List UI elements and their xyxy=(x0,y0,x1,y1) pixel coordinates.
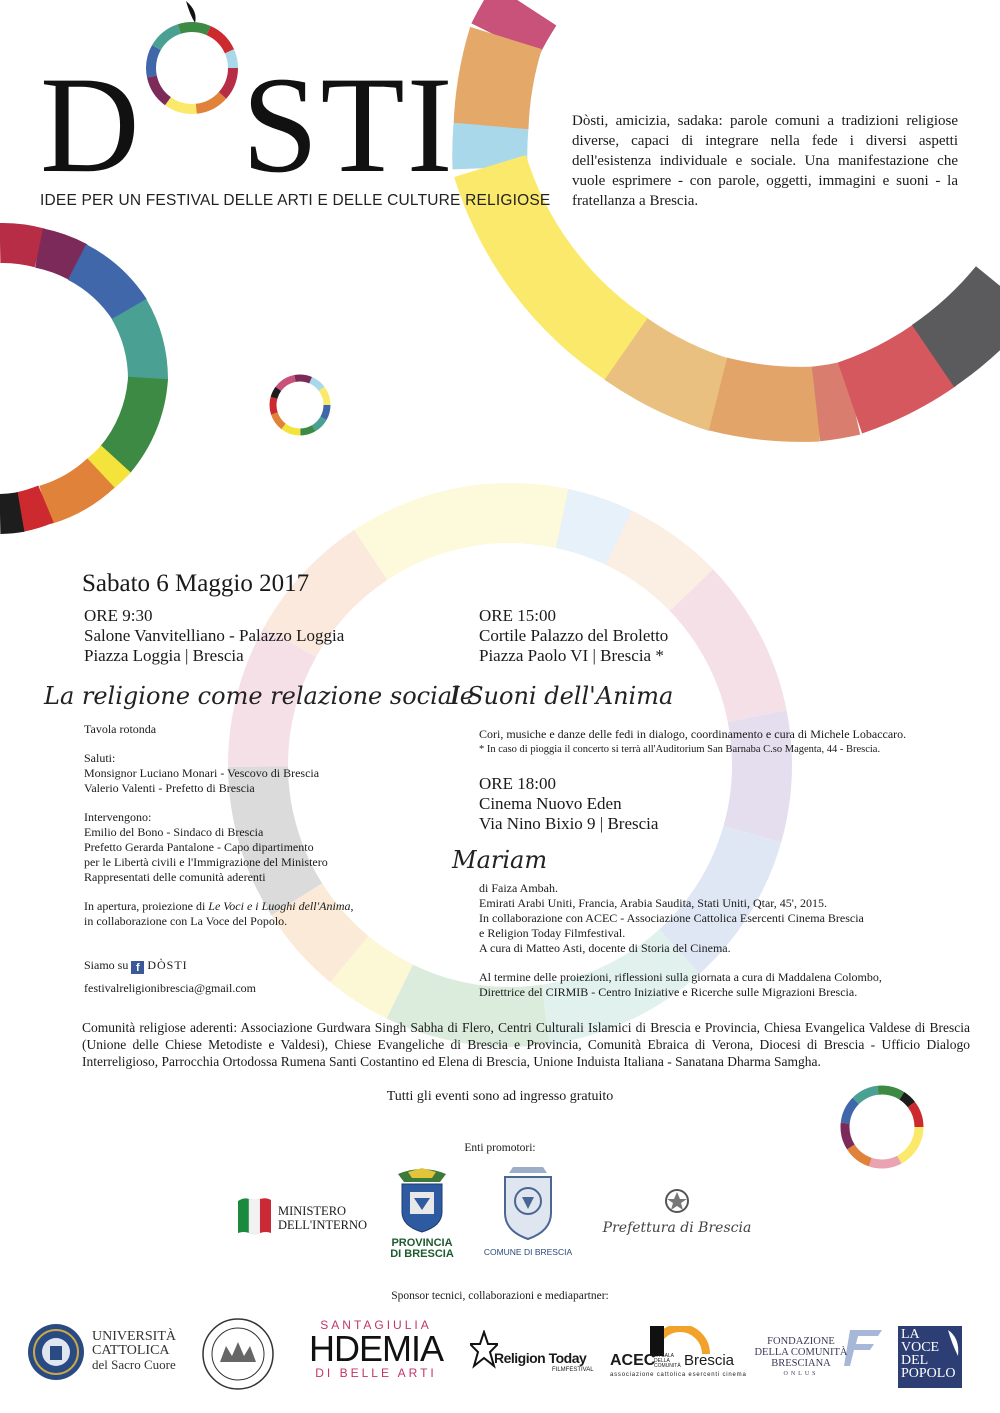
santagiulia-bottom: DI BELLE ARTI xyxy=(315,1366,437,1380)
comune-logo xyxy=(480,1165,576,1257)
event1-greetings-label: Saluti: xyxy=(84,751,116,765)
small-color-ring xyxy=(273,378,327,432)
festival-subtitle: IDEE PER UN FESTIVAL DELLE ARTI E DELLE CULTURE RELIGIOSE xyxy=(40,192,551,209)
acec-city: Brescia xyxy=(684,1352,735,1369)
social-follow xyxy=(84,958,188,974)
event3-line: A cura di Matteo Asti, docente di Storia del Cinema. xyxy=(479,941,731,955)
event1-type: Tavola rotonda xyxy=(84,722,157,736)
cattolica-seal-icon xyxy=(26,1322,86,1382)
ministero-line2: DELL'INTERNO xyxy=(278,1218,368,1232)
event2-desc: Cori, musiche e danze delle fedi in dialogo, coordinamento e cura di Michele Lobaccaro. xyxy=(479,727,907,741)
event1-opening-suffix: , xyxy=(350,899,354,913)
logo-letters-sti: STI xyxy=(241,48,455,201)
universitas-seal-icon xyxy=(200,1316,276,1392)
event1-details xyxy=(84,722,414,943)
italian-flag-icon xyxy=(236,1195,274,1235)
event3-info xyxy=(479,774,658,834)
festival-logo xyxy=(40,48,455,201)
logo-o-ring-icon xyxy=(142,71,242,171)
event1-greeting: Monsignor Luciano Monari - Vescovo di Brescia xyxy=(84,766,320,780)
religion-today-sub: FILMFESTIVAL xyxy=(552,1367,594,1373)
event1-place: Salone Vanvitelliano - Palazzo Loggia xyxy=(84,626,345,645)
event3-address: Via Nino Bixio 9 | Brescia xyxy=(479,814,659,833)
event1-speaker: per le Libertà civili e l'Immigrazione del Ministero xyxy=(84,855,328,869)
event3-line: e Religion Today Filmfestival. xyxy=(479,926,626,940)
prefettura-logo xyxy=(592,1186,762,1236)
fondazione-line1: FONDAZIONE xyxy=(767,1336,835,1347)
santagiulia-logo xyxy=(305,1318,447,1380)
provincia-line2: DI BRESCIA xyxy=(390,1248,454,1260)
event1-opening-film: Le Voci e i Luoghi dell'Anima xyxy=(208,899,351,913)
facebook-icon[interactable]: f xyxy=(131,961,144,974)
voce-line1: LA xyxy=(901,1327,920,1342)
event3-closing: Al termine delle proiezioni, riflessioni sulla giornata a cura di Maddalena Colombo, xyxy=(479,970,882,984)
voce-line4: POPOLO xyxy=(901,1366,956,1381)
free-entry-note: Tutti gli eventi sono ad ingresso gratuito xyxy=(386,1089,614,1104)
voce-line2: VOCE xyxy=(901,1340,940,1355)
religion-today-logo xyxy=(470,1330,594,1374)
voce-line3: DEL xyxy=(901,1353,929,1368)
universitas-logo xyxy=(200,1316,276,1396)
cattolica-logo xyxy=(26,1322,176,1386)
event1-greeting: Valerio Valenti - Prefetto di Brescia xyxy=(84,781,255,795)
provincia-logo xyxy=(388,1168,456,1260)
voce-mark-icon xyxy=(946,1328,960,1358)
comune-crest-icon xyxy=(497,1165,559,1241)
promoters-label: Enti promotori: xyxy=(464,1142,536,1154)
contact-email[interactable]: festivalreligionibrescia@gmail.com xyxy=(84,981,256,995)
event2-info xyxy=(479,606,668,666)
event3-place: Cinema Nuovo Eden xyxy=(479,794,622,813)
event2-title: I Suoni dell'Anima xyxy=(450,682,674,710)
event2-address: Piazza Paolo VI | Brescia * xyxy=(479,646,664,665)
event1-opening-prefix: In apertura, proiezione di xyxy=(84,899,209,913)
event2-time: ORE 15:00 xyxy=(479,606,556,625)
voce-del-popolo-logo xyxy=(898,1326,962,1388)
sponsors-label: Sponsor tecnici, collaborazioni e mediapartner: xyxy=(391,1290,609,1302)
event3-line: Emirati Arabi Uniti, Francia, Arabia Saudita, Stati Uniti, Qtar, 45', 2015. xyxy=(479,896,827,910)
event2-note: * In caso di pioggia il concerto si terrà all'Auditorium San Barnaba C.so Magenta, 44 - Brescia. xyxy=(479,744,881,755)
prefettura-emblem-icon xyxy=(662,1186,692,1216)
event1-speaker: Emilio del Bono - Sindaco di Brescia xyxy=(84,825,264,839)
cattolica-line3: del Sacro Cuore xyxy=(92,1357,176,1372)
santagiulia-top: SANTAGIULIA xyxy=(320,1318,432,1332)
religion-today-name: Religion Today xyxy=(494,1350,587,1366)
event1-title: La religione come relazione sociale xyxy=(44,682,474,710)
event1-address: Piazza Loggia | Brescia xyxy=(84,646,244,665)
fondazione-line2: DELLA COMUNITÀ xyxy=(754,1347,848,1358)
event1-speakers-label: Intervengono: xyxy=(84,810,152,824)
event1-speaker: Rappresentati delle comunità aderenti xyxy=(84,870,266,884)
social-brand: DÒSTI xyxy=(147,958,188,972)
comune-label: COMUNE DI BRESCIA xyxy=(483,1247,573,1257)
logo-letter-d: D xyxy=(40,48,142,201)
prefettura-label: Prefettura di Brescia xyxy=(602,1220,752,1236)
fondazione-line4: ONLUS xyxy=(783,1371,819,1377)
cattolica-line1: UNIVERSITÀ xyxy=(92,1329,176,1344)
event1-opening-line2: in collaborazione con La Voce del Popolo. xyxy=(84,914,288,928)
ministero-line1: MINISTERO xyxy=(278,1204,347,1218)
event3-line: di Faiza Ambah. xyxy=(479,881,558,895)
color-ring-left xyxy=(0,243,148,514)
event2-details xyxy=(479,727,979,757)
provincia-line1: PROVINCIA xyxy=(391,1237,453,1249)
event2-place: Cortile Palazzo del Broletto xyxy=(479,626,669,645)
acec-small: LA SALA DELLA COMUNITÀ xyxy=(654,1353,681,1369)
acec-sub: associazione cattolica esercenti cinema xyxy=(610,1372,747,1378)
event3-details xyxy=(479,881,979,1014)
communities-text: Comunità religiose aderenti: Associazione Gurdwara Singh Sabha di Flero, Centri Culturali Islamici di Brescia e Provincia, Chiesa Evangelica Valdese di Brescia (Unione delle Chiese Metodiste e Valdesi), Chiese Evangeliche di Brescia e Provincia, Comunità Ebraica di Verona, Diocesi di Brescia - Ufficio Dialogo Interreligioso, Parrocchia Ortodossa Rumena Santi Costantino ed Elena di Brescia, Unione Induista Italiana - Sanatana Dharma Samgha. xyxy=(82,1020,970,1069)
acec-name: ACEC xyxy=(610,1352,656,1369)
event3-closing: Direttrice del CIRMIB - Centro Iniziative e Ricerche sulle Migrazioni Brescia. xyxy=(479,985,858,999)
intro-text: Dòsti, amicizia, sadaka: parole comuni a tradizioni religiose diverse, capaci di integrare nella fede i diversi aspetti dell'esistenza individuale e sociale. Una manifestazione che vuole esprimere - con parole, oggetti, immagini e suoni - la fratellanza a Brescia. xyxy=(572,113,958,209)
event3-time: ORE 18:00 xyxy=(479,774,556,793)
event-date: Sabato 6 Maggio 2017 xyxy=(82,570,310,597)
event1-info xyxy=(84,606,344,666)
event3-line: In collaborazione con ACEC - Associazione Cattolica Esercenti Cinema Brescia xyxy=(479,911,864,925)
cattolica-line2: CATTOLICA xyxy=(92,1343,170,1358)
fondazione-line3: BRESCIANA xyxy=(771,1358,831,1369)
event1-time: ORE 9:30 xyxy=(84,606,153,625)
santagiulia-main: HDEMIA xyxy=(308,1328,443,1369)
event1-speaker: Prefetto Gerarda Pantalone - Capo dipartimento xyxy=(84,840,314,854)
social-label: Siamo su xyxy=(84,958,129,972)
event3-title: Mariam xyxy=(452,846,548,874)
provincia-crest-icon xyxy=(388,1168,456,1234)
